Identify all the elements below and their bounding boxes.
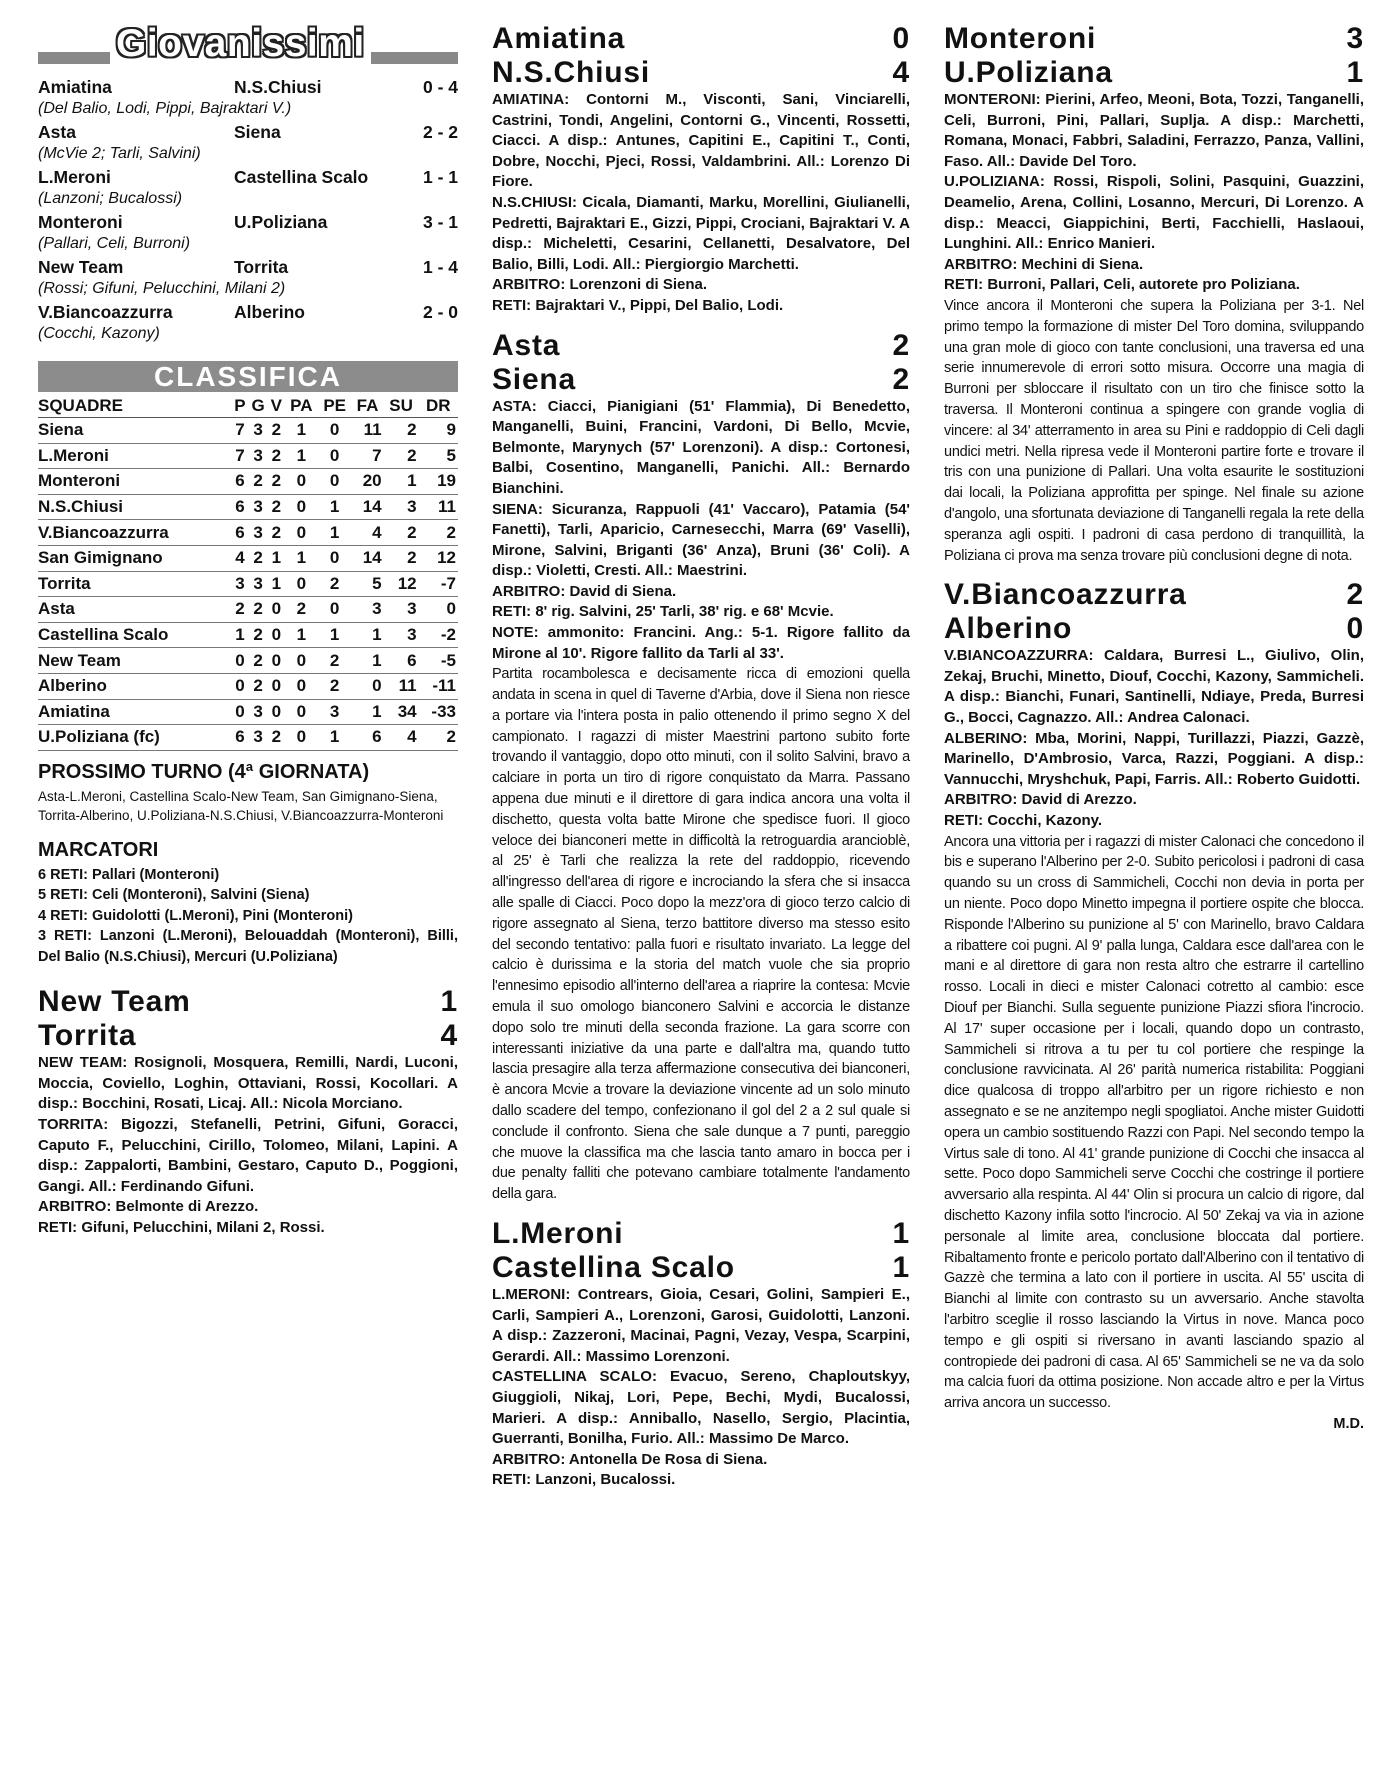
standings-cell: 9 bbox=[419, 418, 458, 444]
match-home-row bbox=[944, 22, 1364, 56]
match-home-row bbox=[492, 22, 910, 56]
standings-cell: 0 bbox=[232, 673, 249, 699]
standings-cell: 4 bbox=[232, 545, 249, 571]
result-home: V.Biancoazzurra bbox=[38, 302, 173, 322]
standings-cell: 5 bbox=[419, 443, 458, 469]
standings-cell: 1 bbox=[351, 699, 383, 725]
standings-cell: 3 bbox=[248, 725, 268, 751]
standings-cell: 14 bbox=[351, 545, 383, 571]
result-score: 3 - 1 bbox=[422, 212, 458, 232]
match-lineup: RETI: Lanzoni, Bucalossi. bbox=[492, 1471, 676, 1489]
result-away: N.S.Chiusi bbox=[234, 77, 322, 97]
standings-col-header: SQUADRE bbox=[38, 394, 232, 418]
result-home: Amiatina bbox=[38, 77, 112, 97]
standings-cell: 0 bbox=[285, 469, 318, 495]
match-lineup: RETI: 8' rig. Salvini, 25' Tarli, 38' rig. e 68' Mcvie. bbox=[492, 603, 834, 621]
standings-cell: 2 bbox=[285, 597, 318, 623]
match-lineup: RETI: Bajraktari V., Pippi, Del Balio, Lodi. bbox=[492, 296, 784, 314]
standings-cell: 2 bbox=[248, 597, 268, 623]
match-lineup: ARBITRO: David di Siena. bbox=[492, 582, 677, 600]
result-home: L.Meroni bbox=[38, 167, 111, 187]
standings-cell: 2 bbox=[248, 545, 268, 571]
result-score: 2 - 2 bbox=[422, 122, 458, 142]
match-report: Partita rocambolesca e decisamente ricca di emozioni quella andata in scena in quel di Taverne d'Arbia, dove il Siena non riesce a portare via l'intera posta in palio ottenendo il primo segno X del campionato. I ragazzi di mister Maestrini partono subito forte trovando il vantaggio, dopo otto minuti, con il solito Salvini, bravo a calciare in porta un tiro di rigore conquistato da Marra. Passano appena due minuti e il direttore di gara indica ancora una volta il dischetto, questa volta batte Mirone che spedisce fuori. Il gioco veloce dei bianconeri mette in difficoltà la retroguardia arancioblè, al 25' è Tarli che realizza la rete del raddoppio, ricevendo all'ingresso dell'area di rigore e incrociando la sfera che si insacca alle spalle di Ciacci. Poco dopo la mezz'ora di gioco terzo calcio di rigore assegnato al Siena, terzo battitore diverso ma stesso esito del secondo tentativo: palla fuori e risultato invariato. La legge del calcio è durissima e la storia del match vuole che sia proprio l'ennesimo episodio all'interno dell'area a riaprire la contesa: Mcvie emula il suo omologo bianconero Salvini e accorcia le distanze dopo solo tre minuti della seconda frazione. La gara scorre con interessanti iniziative da una parte e dall'altra ma, quando tutto lascia presagire alla terza affermazione consecutiva dei bianconeri, è ancora Mcvie a trovare la deviazione vincente ad un solo minuto dallo scadere del tempo, confezionano il gol del 2 a 2 sul quale si conclude il confronto. Siena che sale dunque a 7 punti, pareggio che muove la classifica ma che lascia tanto amaro in bocca per i due penalty falliti che potevano cambiare totalmente l'andamento della gara. bbox=[492, 666, 910, 1203]
match-lineup: NEW TEAM: Rosignoli, Mosquera, Remilli, Nardi, Luconi, Moccia, Coviello, Loghin, Ottaviani, Rossi, Kocollari. A disp.: Bocchini, Rosati, Licaj. All.: Nicola Morciano. bbox=[38, 1054, 458, 1113]
column-right bbox=[944, 22, 1364, 1446]
standings-cell: 0 bbox=[318, 597, 352, 623]
match-lineup: L.MERONI: Contrears, Gioia, Cesari, Golini, Sampieri E., Carli, Sampieri A., Lorenzoni, Garosi, Guidolotti, Lanzoni. A disp.: Zazzeroni, Macinai, Pagni, Vezay, Vespa, Scarpini, Gerardi. All.: Massimo Lorenzoni. bbox=[492, 1285, 910, 1365]
standings-cell: 2 bbox=[232, 597, 249, 623]
table-row bbox=[38, 443, 458, 469]
standings-cell: 2 bbox=[268, 418, 285, 444]
standings-cell: 2 bbox=[248, 622, 268, 648]
standings-cell: 5 bbox=[351, 571, 383, 597]
standings-cell: 1 bbox=[268, 545, 285, 571]
standings-cell: 3 bbox=[384, 494, 419, 520]
table-row bbox=[38, 494, 458, 520]
standings-cell: 3 bbox=[384, 622, 419, 648]
standings-cell: 14 bbox=[351, 494, 383, 520]
standings-cell: 34 bbox=[384, 699, 419, 725]
match-away-team: U.Poliziana bbox=[944, 56, 1113, 89]
column-middle bbox=[492, 22, 910, 1503]
standings-cell: 0 bbox=[285, 725, 318, 751]
standings-cell: 2 bbox=[268, 469, 285, 495]
result-home: Monteroni bbox=[38, 212, 123, 232]
match-home-team: Amiatina bbox=[492, 22, 626, 55]
standings-team: Castellina Scalo bbox=[38, 622, 232, 648]
result-away: Torrita bbox=[234, 257, 289, 277]
match-home-row bbox=[492, 329, 910, 363]
standings-cell: 2 bbox=[384, 443, 419, 469]
standings-cell: 1 bbox=[318, 622, 352, 648]
standings-col-header: V bbox=[268, 394, 285, 418]
standings-team: Alberino bbox=[38, 673, 232, 699]
result-score: 1 - 4 bbox=[422, 257, 458, 277]
standings-cell: 2 bbox=[268, 494, 285, 520]
standings-col-header: G bbox=[248, 394, 268, 418]
match-away-row bbox=[492, 1251, 910, 1285]
result-away: Siena bbox=[234, 122, 281, 142]
standings-cell: 1 bbox=[285, 418, 318, 444]
result-scorers: (Rossi; Gifuni, Pelucchini, Milani 2) bbox=[38, 280, 286, 297]
standings-col-header: FA bbox=[351, 394, 383, 418]
standings-body bbox=[38, 418, 458, 751]
table-row bbox=[38, 520, 458, 546]
table-row bbox=[38, 571, 458, 597]
standings-cell: 0 bbox=[268, 699, 285, 725]
match-lineup: RETI: Burroni, Pallari, Celi, autorete pro Poliziana. bbox=[944, 276, 1300, 294]
match-away-row bbox=[38, 1019, 458, 1053]
standings-team: Torrita bbox=[38, 571, 232, 597]
standings-cell: 1 bbox=[318, 725, 352, 751]
match-away-row bbox=[944, 612, 1364, 646]
standings-cell: 2 bbox=[318, 673, 352, 699]
standings-cell: 4 bbox=[351, 520, 383, 546]
author-signature: M.D. bbox=[1333, 1415, 1364, 1432]
standings-cell: 0 bbox=[419, 597, 458, 623]
standings-cell: 1 bbox=[285, 443, 318, 469]
match-away-row bbox=[492, 363, 910, 397]
standings-cell: 0 bbox=[285, 520, 318, 546]
result-score: 1 - 1 bbox=[422, 167, 458, 187]
result-score: 2 - 0 bbox=[422, 302, 458, 322]
table-row bbox=[38, 699, 458, 725]
match-lineup: RETI: Cocchi, Kazony. bbox=[944, 812, 1103, 830]
result-row bbox=[38, 211, 458, 233]
match-away-team: Torrita bbox=[38, 1019, 137, 1053]
match-lineup: ALBERINO: Mba, Morini, Nappi, Turillazzi, Piazzi, Gazzè, Marinello, D'Ambrosio, Varca, Razzi, Poggiani. A disp.: Vannucchi, Mryshchuk, Papi, Farris. All.: Roberto Guidotti. bbox=[944, 729, 1364, 788]
match-home-score: 1 bbox=[892, 1216, 910, 1250]
standings-cell: -2 bbox=[419, 622, 458, 648]
match-home-row bbox=[492, 1217, 910, 1251]
match-home-score: 1 bbox=[440, 985, 458, 1019]
results-title: Giovanissimi bbox=[110, 22, 371, 66]
match-away-score: 2 bbox=[892, 362, 910, 396]
standings-cell: 3 bbox=[248, 418, 268, 444]
match-monteroni-poliziana bbox=[944, 22, 1364, 566]
match-lineup: MONTERONI: Pierini, Arfeo, Meoni, Bota, Tozzi, Tanganelli, Celi, Burroni, Pini, Pallari, Suplja. A disp.: Marchetti, Romana, Monaci, Fabbri, Saladini, Ferrazzo, Panza, Vallini, Faso. All.: Davide Del Toro. bbox=[944, 91, 1364, 170]
standings-cell: 0 bbox=[285, 571, 318, 597]
match-lineup: ARBITRO: Belmonte di Arezzo. bbox=[38, 1198, 259, 1216]
standings-cell: 7 bbox=[351, 443, 383, 469]
result-row bbox=[38, 256, 458, 278]
match-home-row bbox=[38, 985, 458, 1019]
standings-cell: 1 bbox=[318, 520, 352, 546]
match-away-score: 0 bbox=[1346, 612, 1364, 646]
match-home-team: New Team bbox=[38, 985, 191, 1019]
table-row bbox=[38, 469, 458, 495]
match-vbiancoazzurra-alberino bbox=[944, 578, 1364, 1434]
standings-cell: 0 bbox=[285, 699, 318, 725]
standings-cell: 1 bbox=[351, 648, 383, 674]
standings-cell: 20 bbox=[351, 469, 383, 495]
standings-team: Amiatina bbox=[38, 699, 232, 725]
standings-title: CLASSIFICA bbox=[38, 361, 458, 392]
standings-cell: 6 bbox=[232, 725, 249, 751]
standings-cell: 1 bbox=[384, 469, 419, 495]
match-home-score: 0 bbox=[892, 22, 910, 55]
standings-cell: 1 bbox=[285, 622, 318, 648]
match-away-row bbox=[492, 56, 910, 90]
match-lineup: RETI: Gifuni, Pelucchini, Milani 2, Rossi. bbox=[38, 1218, 325, 1236]
results-list bbox=[38, 76, 458, 345]
standings-cell: -5 bbox=[419, 648, 458, 674]
standings-cell: 0 bbox=[318, 545, 352, 571]
result-home: New Team bbox=[38, 257, 124, 277]
match-lineup: ARBITRO: David di Arezzo. bbox=[944, 791, 1137, 809]
standings-cell: 6 bbox=[351, 725, 383, 751]
result-home: Asta bbox=[38, 122, 76, 142]
standings-col-header: SU bbox=[384, 394, 419, 418]
table-row bbox=[38, 622, 458, 648]
table-row bbox=[38, 648, 458, 674]
standings-cell: 0 bbox=[232, 699, 249, 725]
table-row bbox=[38, 418, 458, 444]
standings-cell: -11 bbox=[419, 673, 458, 699]
standings-cell: 2 bbox=[248, 469, 268, 495]
standings-team: Siena bbox=[38, 418, 232, 444]
standings-cell: 2 bbox=[318, 648, 352, 674]
next-round-text: Asta-L.Meroni, Castellina Scalo-New Team, San Gimignano-Siena, Torrita-Alberino, U.Poliziana-N.S.Chiusi, V.Biancoazzurra-Monteroni bbox=[38, 788, 444, 823]
standings-cell: 3 bbox=[232, 571, 249, 597]
standings-cell: 2 bbox=[419, 520, 458, 546]
column-left bbox=[38, 22, 458, 1251]
result-row bbox=[38, 166, 458, 188]
standings-cell: 0 bbox=[268, 673, 285, 699]
standings-cell: 2 bbox=[268, 725, 285, 751]
match-newteam-torrita bbox=[38, 985, 458, 1238]
standings-cell: 0 bbox=[268, 622, 285, 648]
scorers-title: MARCATORI bbox=[38, 838, 159, 861]
standings-cell: 3 bbox=[351, 597, 383, 623]
standings-cell: 7 bbox=[232, 418, 249, 444]
result-away: Alberino bbox=[234, 302, 305, 322]
match-home-team: L.Meroni bbox=[492, 1216, 624, 1250]
standings-cell: 1 bbox=[318, 494, 352, 520]
standings-cell: 19 bbox=[419, 469, 458, 495]
standings-cell: 2 bbox=[268, 443, 285, 469]
match-lineup: ARBITRO: Lorenzoni di Siena. bbox=[492, 276, 708, 294]
standings-cell: 0 bbox=[318, 418, 352, 444]
standings-cell: 12 bbox=[419, 545, 458, 571]
match-lineup: ARBITRO: Mechini di Siena. bbox=[944, 255, 1144, 273]
match-home-score: 2 bbox=[1346, 578, 1364, 612]
match-lineup: AMIATINA: Contorni M., Visconti, Sani, Vinciarelli, Castrini, Tondi, Angelini, Contorni G., Vincenti, Rossetti, Ciacci. A disp.: Antunes, Capitini E., Capitini T., Conti, Dobre, Nocchi, Pjeci, Rossi, Valdambrini. All.: Lorenzo Di Fiore. bbox=[492, 91, 910, 191]
result-scorers: (McVie 2; Tarli, Salvini) bbox=[38, 145, 201, 162]
standings-cell: 2 bbox=[248, 648, 268, 674]
standings-cell: 0 bbox=[232, 648, 249, 674]
standings-team: N.S.Chiusi bbox=[38, 494, 232, 520]
result-row bbox=[38, 301, 458, 323]
result-row bbox=[38, 121, 458, 143]
match-amiatina-nschiusi bbox=[492, 22, 910, 317]
standings-cell: 1 bbox=[268, 571, 285, 597]
table-row bbox=[38, 673, 458, 699]
standings-cell: 3 bbox=[248, 494, 268, 520]
standings-cell: 3 bbox=[318, 699, 352, 725]
match-report: Ancora una vittoria per i ragazzi di mister Calonaci che concedono il bis e superano l'Alberino per 2-0. Subito pericolosi i padroni di casa quando su un cross di Sammicheli, Cocchi non devia in porta per un niente. Poco dopo Minetto impegna il portiere ospite che blocca. Risponde l'Alberino su punizione al 5' con Marinello, bravo Caldara a ribattere coi pugni. Al 9' palla lunga, Caldara esce dall'area con le mani e al direttore di gara non resta altro che estrarre il cartellino rosso. Locali in dieci e mister Calonaci cotretto al cambio: esce Diouf per Bianchi. Sulla seguente punizione Piazzi sfiora l'incrocio. Al 17' super occasione per i locali, quando dopo un contrasto, Sammicheli si ritrova a tu per tu col portiere che respinge la conclusione ravvicinata. Al 26' parità numerica ristabilita: Poggiani dice qualcosa di troppo all'arbitro per un rigore richiesto e non assegnato e se ne anzitempo negli spogliatoi. Anche mister Guidotti opera un cambio sostituendo Razzi con Papi. Nel secondo tempo la Virtus sale di tono. Al 41' grande punizione di Cocchi che insacca al sette. Poco dopo Sammicheli serve Cocchi che costringe il portiere avversario alla respinta. Al 44' Olin si procura un calcio di rigore, dal dischetto Kazony infila sotto l'incrocio. Al 50' Zekaj va via in azione personale al limite area, conclusione bloccata dal portiere. Ribaltamento fronte e pericolo portato dall'Alberino con il tentativo di Gazzè che termina a lato con il portiere in uscita. Al 55' uscita di Bianchi al limite con contrasto su un avversario. Anche stavolta l'arbitro sceglie il rosso lasciando la Virtus in nove. Manca poco tempo e gli ospiti si riversano in avanti lasciando spazio al contropiede dei padroni di casa. Al 65' Sammicheli se ne va da solo ma calcia fuori da ottima posizione. Non accade altro e per la Virtus arriva ancora un successo. bbox=[944, 833, 1364, 1412]
match-lineup: U.POLIZIANA: Rossi, Rispoli, Solini, Pasquini, Guazzini, Deamelio, Arena, Collini, Losanno, Mercuri, Di Lorenzo. A disp.: Meacci, Giappichini, Berti, Facchielli, Haslaoui, Lunghini. All.: Enrico Manieri. bbox=[944, 173, 1364, 253]
match-lineup: TORRITA: Bigozzi, Stefanelli, Petrini, Gifuni, Goracci, Caputo F., Pelucchini, Cirillo, Tolomeo, Milani, Lapini. A disp.: Zappalorti, Bambini, Gestaro, Caputo D., Poggioni, Gangi. All.: Ferdinando Gifuni. bbox=[38, 1116, 458, 1195]
match-home-row bbox=[944, 578, 1364, 612]
standings-cell: -7 bbox=[419, 571, 458, 597]
match-lineup: NOTE: ammonito: Francini. Ang.: 5-1. Rigore fallito da Mirone al 10'. Rigore fallito da Tarli al 33'. bbox=[492, 624, 910, 662]
match-home-team: Monteroni bbox=[944, 22, 1097, 55]
standings-cell: 0 bbox=[285, 494, 318, 520]
standings-team: L.Meroni bbox=[38, 443, 232, 469]
match-lineup: V.BIANCOAZZURRA: Caldara, Burresi L., Giulivo, Olin, Zekaj, Bruchi, Minetto, Diouf, Cocchi, Kazony, Sammicheli. A disp.: Bianchi, Funari, Santinelli, Ndiaye, Preda, Burresi G., Bocci, Cagnazzo. All.: Andrea Calonaci. bbox=[944, 647, 1364, 727]
match-away-row bbox=[944, 56, 1364, 90]
match-away-team: Alberino bbox=[944, 612, 1073, 646]
result-scorers: (Lanzoni; Bucalossi) bbox=[38, 190, 183, 207]
match-lineup: ARBITRO: Antonella De Rosa di Siena. bbox=[492, 1450, 768, 1468]
next-round-title: PROSSIMO TURNO (4ª GIORNATA) bbox=[38, 760, 370, 783]
table-row bbox=[38, 545, 458, 571]
standings-cell: 6 bbox=[384, 648, 419, 674]
standings-cell: 1 bbox=[351, 622, 383, 648]
standings-cell: 11 bbox=[351, 418, 383, 444]
standings-team: Asta bbox=[38, 597, 232, 623]
match-lineup: CASTELLINA SCALO: Evacuo, Sereno, Chaploutskyy, Giuggioli, Nikaj, Lori, Pepe, Bechi, Mydi, Bucalossi, Marieri. A disp.: Anniballo, Nasello, Sergio, Placintia, Guerranti, Bonilha, Furio. All.: Massimo De Marco. bbox=[492, 1368, 910, 1448]
standings-col-header: P bbox=[232, 394, 249, 418]
match-lineup: N.S.CHIUSI: Cicala, Diamanti, Marku, Morellini, Giulianelli, Pedretti, Bajraktari E., Gizzi, Pippi, Crociani, Bajraktari V. A disp.: Micheletti, Cesarini, Cellanetti, Desalvatore, Del Balio, Billi, Lodi. All.: Piergiorgio Marchetti. bbox=[492, 193, 910, 273]
standings-cell: 2 bbox=[248, 673, 268, 699]
result-away: U.Poliziana bbox=[234, 212, 328, 232]
standings-cell: -33 bbox=[419, 699, 458, 725]
standings-col-header: PA bbox=[285, 394, 318, 418]
scorers-list bbox=[38, 865, 458, 968]
table-row bbox=[38, 725, 458, 751]
standings-cell: 3 bbox=[248, 443, 268, 469]
standings-cell: 0 bbox=[285, 648, 318, 674]
match-lmeroni-castellina bbox=[492, 1217, 910, 1491]
standings-cell: 0 bbox=[268, 597, 285, 623]
match-lineup: ASTA: Ciacci, Pianigiani (51' Flammia), Di Benedetto, Manganelli, Buini, Francini, Vardoni, Di Bello, Mcvie, Belmonte, Marynych (57' Lorenzoni). A disp.: Cortonesi, Balbi, Cosentino, Manganelli, Panichi. All.: Bernardo Bianchini. bbox=[492, 397, 910, 497]
standings-cell: 6 bbox=[232, 494, 249, 520]
standings-cell: 1 bbox=[232, 622, 249, 648]
standings-team: San Gimignano bbox=[38, 545, 232, 571]
scorer-line: 6 RETI: Pallari (Monteroni) bbox=[38, 866, 220, 883]
standings-cell: 0 bbox=[351, 673, 383, 699]
result-score: 0 - 4 bbox=[422, 77, 458, 97]
table-row bbox=[38, 597, 458, 623]
standings-cell: 1 bbox=[285, 545, 318, 571]
standings-cell: 2 bbox=[384, 520, 419, 546]
standings-cell: 4 bbox=[384, 725, 419, 751]
standings-cell: 0 bbox=[318, 469, 352, 495]
standings-cell: 2 bbox=[384, 418, 419, 444]
standings-cell: 2 bbox=[268, 520, 285, 546]
standings-team: Monteroni bbox=[38, 469, 232, 495]
standings-cell: 6 bbox=[232, 520, 249, 546]
standings-cell: 3 bbox=[248, 699, 268, 725]
result-scorers: (Del Balio, Lodi, Pippi, Bajraktari V.) bbox=[38, 100, 292, 117]
match-away-score: 4 bbox=[892, 56, 910, 89]
match-report: Vince ancora il Monteroni che supera la Poliziana per 3-1. Nel primo tempo la formazione di mister Del Toro domina, sviluppando una gran mole di gioco con tante conclusioni, una traversa ed una serie innumerevole di errori sotto misura. Occorre una magia di Burroni per sbloccare il risultato con un tiro che finisce sotto la traversa. Il Monteroni continua a spingere con grande voglia di vincere: al 34' atterramento in area su Pini e raddoppio di Celi dagli undici metri. Nella ripresa vede il Monteroni partire forte e trovare il tris con una punizione di Pallari. Una volta esaurite le sostituzioni dai locali, la Poliziana approfitta per spinge. Nel finale su azione d'angolo, una sfortunata deviazione di Tanganelli regala la rete della speranza agli ospiti. I padroni di casa perdono di tranquillità, la Poliziana ci prova ma senza trovare più conclusioni degne di nota. bbox=[944, 297, 1364, 564]
standings-cell: 2 bbox=[419, 725, 458, 751]
standings-cell: 2 bbox=[318, 571, 352, 597]
standings-cell: 6 bbox=[232, 469, 249, 495]
match-asta-siena bbox=[492, 329, 910, 1205]
standings-cell: 0 bbox=[318, 443, 352, 469]
match-home-score: 3 bbox=[1346, 22, 1364, 55]
standings-cell: 2 bbox=[384, 545, 419, 571]
match-away-team: N.S.Chiusi bbox=[492, 56, 651, 89]
result-away: Castellina Scalo bbox=[234, 167, 369, 187]
match-away-score: 1 bbox=[892, 1250, 910, 1284]
match-home-score: 2 bbox=[892, 328, 910, 362]
result-scorers: (Pallari, Celi, Burroni) bbox=[38, 235, 191, 252]
match-home-team: V.Biancoazzurra bbox=[944, 578, 1187, 612]
scorer-line: 4 RETI: Guidolotti (L.Meroni), Pini (Monteroni) bbox=[38, 907, 353, 924]
standings-cell: 12 bbox=[384, 571, 419, 597]
standings-team: V.Biancoazzurra bbox=[38, 520, 232, 546]
standings-col-header: DR bbox=[419, 394, 458, 418]
match-lineup: SIENA: Sicuranza, Rappuoli (41' Vaccaro), Patamia (54' Fanetti), Tarli, Aparicio, Carnesecchi, Marra (69' Vaselli), Mirone, Salvini, Briganti (36' Anza), Bruni (36' Coli). A disp.: Violetti, Cresti. All.: Maestrini. bbox=[492, 500, 910, 580]
scorer-line: 5 RETI: Celi (Monteroni), Salvini (Siena) bbox=[38, 887, 310, 904]
standings-cell: 3 bbox=[248, 571, 268, 597]
standings-cell: 11 bbox=[384, 673, 419, 699]
standings-team: New Team bbox=[38, 648, 232, 674]
standings-cell: 3 bbox=[384, 597, 419, 623]
match-away-score: 1 bbox=[1346, 56, 1364, 89]
match-home-team: Asta bbox=[492, 328, 561, 362]
match-away-team: Castellina Scalo bbox=[492, 1250, 735, 1284]
standings-cell: 0 bbox=[268, 648, 285, 674]
scorer-line: 3 RETI: Lanzoni (L.Meroni), Belouaddah (Monteroni), Billi, Del Balio (N.S.Chiusi), Mercuri (U.Poliziana) bbox=[38, 928, 458, 965]
standings-col-header: PE bbox=[318, 394, 352, 418]
standings-header-row bbox=[38, 394, 458, 418]
result-scorers: (Cocchi, Kazony) bbox=[38, 325, 160, 342]
standings-cell: 3 bbox=[248, 520, 268, 546]
standings-table bbox=[38, 394, 458, 751]
result-row bbox=[38, 76, 458, 98]
standings-cell: 11 bbox=[419, 494, 458, 520]
standings-team: U.Poliziana (fc) bbox=[38, 725, 232, 751]
standings-cell: 0 bbox=[285, 673, 318, 699]
match-away-team: Siena bbox=[492, 362, 577, 396]
standings-cell: 7 bbox=[232, 443, 249, 469]
results-header bbox=[38, 22, 458, 70]
match-away-score: 4 bbox=[440, 1019, 458, 1053]
